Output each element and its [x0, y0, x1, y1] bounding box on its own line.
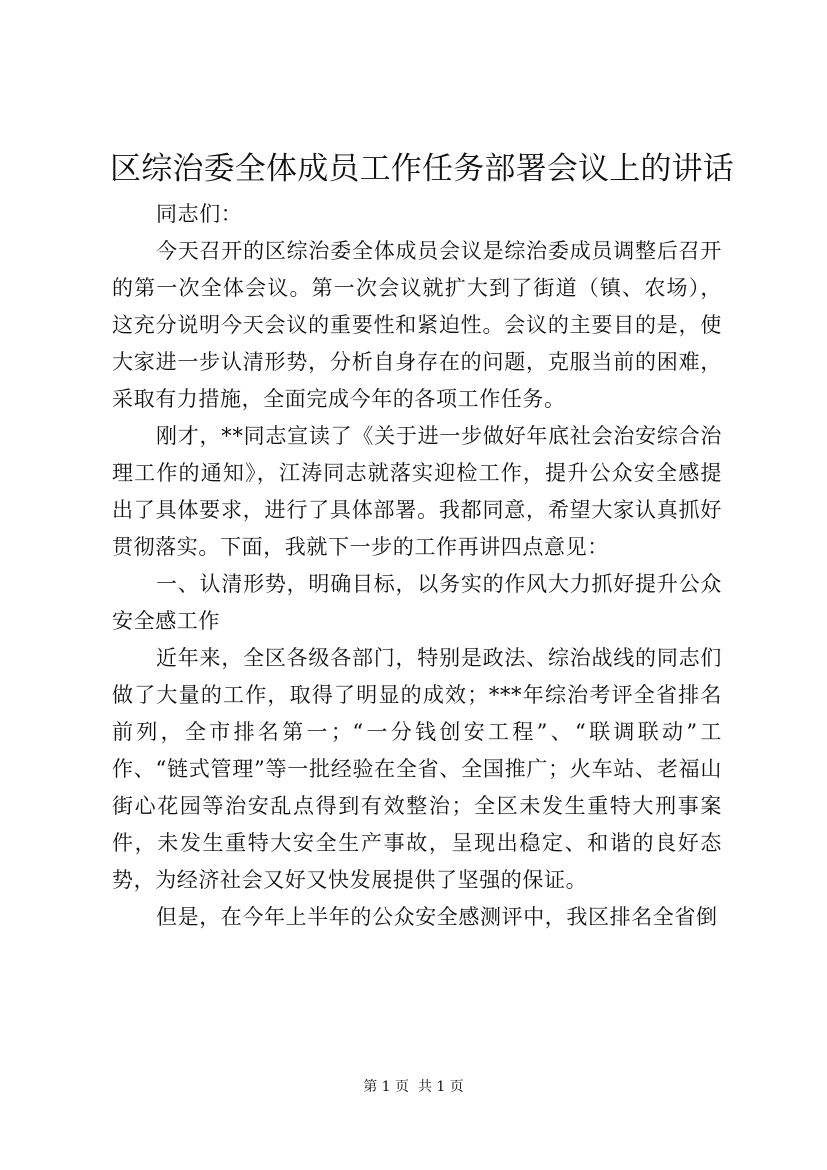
continuation-paragraph: 但是，在今年上半年的公众安全感测评中，我区排名全省倒 [156, 905, 718, 929]
achievements-paragraph: 近年来，全区各级各部门，特别是政法、综治战线的同志们做了大量的工作，取得了明显的成效；***年综治考评全省排名前列，全市排名第一；“一分钱创安工程”、“联调联动”工作、“链式管理”等一批经验在全省、全国推广；火车站、老福山街心花园等治安乱点得到有效整治；全区未发生重特大刑事案件，未发生重特大安全生产事故，呈现出稳定、和谐的良好态势，为经济社会又好又快发展提供了坚强的保证。 [112, 646, 722, 892]
arrangement-paragraph: 刚才，**同志宣读了《关于进一步做好年底社会治安综合治理工作的通知》，江涛同志就落实迎检工作，提升公众安全感提出了具体要求，进行了具体部署。我都同意，希望大家认真抓好贯彻落实。下面，我就下一步的工作再讲四点意见： [112, 424, 722, 559]
section-heading-one: 一、认清形势，明确目标，以务实的作风大力抓好提升公众安全感工作 [112, 572, 722, 633]
salutation-paragraph: 同志们： [156, 202, 243, 226]
document-body [112, 196, 722, 936]
opening-paragraph: 今天召开的区综治委全体成员会议是综治委成员调整后召开的第一次全体会议。第一次会议就扩大到了街道（镇、农场），这充分说明今天会议的重要性和紧迫性。会议的主要目的是，使大家进一步认清形势，分析自身存在的问题，克服当前的困难，采取有力措施，全面完成今年的各项工作任务。 [112, 239, 722, 411]
page-number-footer: 第 1 页 共 1 页 [363, 1079, 464, 1095]
document-title: 区综治委全体成员工作任务部署会议上的讲话 [110, 151, 734, 187]
